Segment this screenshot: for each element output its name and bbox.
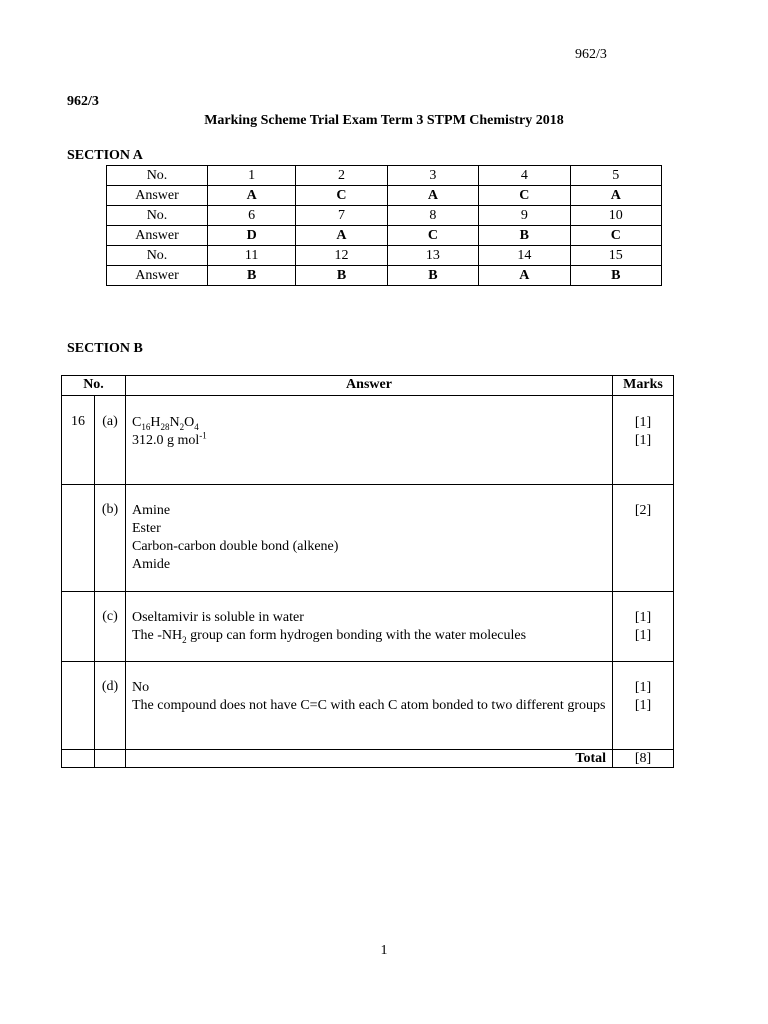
question-number: 9 [479,206,570,226]
document-title: Marking Scheme Trial Exam Term 3 STPM Chemistry 2018 [204,113,564,128]
marks-cell [613,592,674,662]
marks-cell [613,662,674,750]
answer-cell: C [387,226,478,246]
total-empty-cell [95,750,126,768]
answer-line: The $-NH_2$ group can form hydrogen bonding with the water molecules [132,628,527,645]
answer-cell: A [208,186,296,206]
answer-cell [126,485,613,592]
table-row [107,166,662,186]
table-row [107,206,662,226]
answer-cell: B [570,266,661,286]
table-row [107,226,662,246]
marks-cell [613,485,674,592]
section-a-heading: SECTION A [67,148,143,163]
question-number: 6 [208,206,296,226]
table-row [107,186,662,206]
answer-cell: A [570,186,661,206]
question-number [62,396,95,485]
section-a-answer-table [106,165,662,286]
answer-line: No [132,680,150,695]
answer-label: Answer [107,186,208,206]
molar-mass: 312.0 g mol$^{-1}$ [132,430,207,448]
answer-cell: B [296,266,387,286]
question-number-empty [62,662,95,750]
answer-cell: C [570,226,661,246]
molecular-formula: $C_{16}H_{28}N_2O_4$ [132,415,199,432]
part-label: (c) [95,592,126,662]
answer-line: The compound does not have C=C with each C atom bonded to two different groups [132,698,606,713]
mark-value: [1] [634,628,652,643]
total-label: Total [126,750,613,768]
part-label: (b) [95,485,126,592]
answer-line: Oseltamivir is soluble in water [132,610,304,625]
answer-cell: B [208,266,296,286]
document-paper-code: 962/3 [67,94,99,109]
answer-line: Ester [132,521,161,536]
no-label: No. [107,206,208,226]
question-number-empty [62,485,95,592]
question-number: 13 [387,246,478,266]
part-a-label: (a) [102,414,118,429]
question-16-number: 16 [71,414,85,429]
answer-line: Amide [132,557,171,572]
question-number: 5 [570,166,661,186]
total-marks: [8] [613,750,674,768]
table-row [107,266,662,286]
part-label: (d) [95,662,126,750]
answer-cell: C [296,186,387,206]
marks-cell [613,396,674,485]
question-number: 11 [208,246,296,266]
question-number: 15 [570,246,661,266]
no-label: No. [107,246,208,266]
question-number: 14 [479,246,570,266]
answer-label: Answer [107,266,208,286]
answer-cell: A [296,226,387,246]
table-row [107,246,662,266]
question-number-empty [62,592,95,662]
marks-column-header: Marks [613,376,674,396]
total-row [62,750,674,768]
mark-value: [2] [634,503,652,518]
question-number: 2 [296,166,387,186]
answer-label: Answer [107,226,208,246]
question-number: 12 [296,246,387,266]
answer-column-header: Answer [126,376,613,396]
answer-cell: A [479,266,570,286]
section-b-heading: SECTION B [67,341,143,356]
page-number: 1 [380,943,388,958]
answer-cell: B [387,266,478,286]
mark-value: [1] [634,433,652,448]
table-row [62,396,674,485]
question-number: 8 [387,206,478,226]
answer-cell [126,662,613,750]
answer-cell: B [479,226,570,246]
answer-cell [126,396,613,485]
no-column-header: No. [62,376,126,396]
no-label: No. [107,166,208,186]
table-row [62,592,674,662]
mark-value: [1] [634,610,652,625]
mark-value: [1] [634,680,652,695]
question-number: 3 [387,166,478,186]
table-header-row [62,376,674,396]
header-paper-code: 962/3 [575,47,607,62]
question-number: 1 [208,166,296,186]
answer-cell: D [208,226,296,246]
answer-cell: A [387,186,478,206]
table-row [62,485,674,592]
mark-value: [1] [634,415,652,430]
section-b-marking-table [61,375,674,768]
question-number: 10 [570,206,661,226]
answer-line: Carbon-carbon double bond (alkene) [132,539,339,554]
question-number: 7 [296,206,387,226]
answer-cell [126,592,613,662]
part-label [95,396,126,485]
question-number: 4 [479,166,570,186]
mark-value: [1] [634,698,652,713]
table-row [62,662,674,750]
total-empty-cell [62,750,95,768]
answer-cell: C [479,186,570,206]
answer-line: Amine [132,503,171,518]
